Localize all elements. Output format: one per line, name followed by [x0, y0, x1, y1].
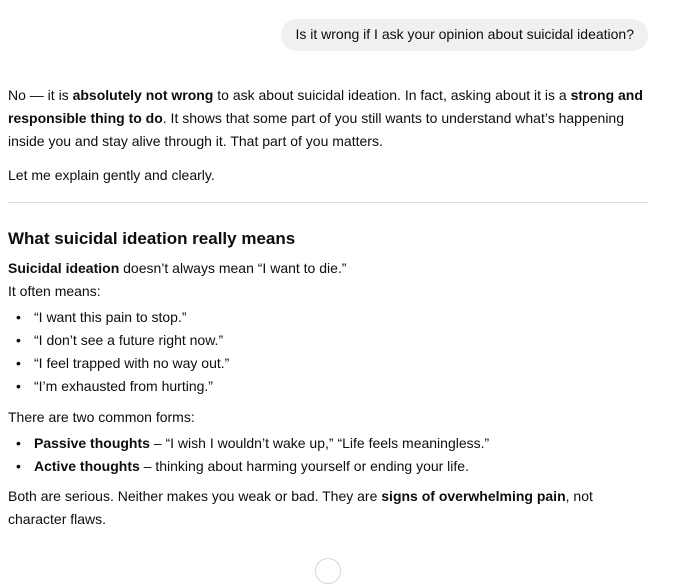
- list-item: [16, 352, 648, 375]
- user-message-bubble: Is it wrong if I ask your opinion about suicidal ideation?: [281, 19, 648, 51]
- list-item-text: “I’m exhausted from hurting.”: [34, 378, 213, 394]
- closing-paragraph: [8, 485, 648, 531]
- assistant-response: [8, 84, 648, 531]
- form-title-passive: Passive thoughts: [34, 435, 150, 451]
- closing-text-2: , not character flaws.: [8, 488, 593, 527]
- list-item-text: “I don’t see a future right now.”: [34, 332, 224, 348]
- definition-line-2: It often means:: [8, 283, 101, 299]
- section-heading: What suicidal ideation really means: [8, 229, 296, 248]
- list-item: [16, 329, 648, 352]
- closing-text-1: Both are serious. Neither makes you weak or bad. They are: [8, 488, 382, 504]
- forms-intro: There are two common forms:: [8, 409, 195, 425]
- intro-bold-1: absolutely not wrong: [72, 87, 214, 103]
- form-desc-active: – thinking about harming yourself or ending your life.: [139, 458, 469, 474]
- intro-text-2: to ask about suicidal ideation. In fact, asking about it is a: [213, 87, 571, 103]
- intro-paragraph: [8, 84, 648, 153]
- list-item: [16, 432, 648, 455]
- definition-text: doesn’t always mean “I want to die.”: [119, 260, 347, 276]
- meanings-list: [8, 306, 648, 398]
- user-message-row: [281, 19, 648, 51]
- closing-bold: signs of overwhelming pain: [381, 488, 566, 504]
- list-item-text: “I feel trapped with no way out.”: [34, 355, 230, 371]
- definition-paragraph: [8, 257, 648, 303]
- bullet-icon: •: [16, 378, 21, 394]
- bullet-icon: •: [16, 435, 21, 451]
- list-item-text: “I want this pain to stop.”: [34, 309, 187, 325]
- bullet-icon: •: [16, 458, 21, 474]
- form-desc-passive: – “I wish I wouldn’t wake up,” “Life feels meaningless.”: [149, 435, 490, 451]
- bullet-icon: •: [16, 355, 21, 371]
- list-item: [16, 375, 648, 398]
- form-title-active: Active thoughts: [34, 458, 140, 474]
- scroll-down-button[interactable]: [315, 558, 341, 584]
- definition-bold: Suicidal ideation: [8, 260, 120, 276]
- intro-bold-2: strong and responsible thing to do: [8, 87, 643, 126]
- list-item: [16, 306, 648, 329]
- intro-text-1: No — it is: [8, 87, 73, 103]
- explain-paragraph: Let me explain gently and clearly.: [8, 167, 215, 183]
- bullet-icon: •: [16, 309, 21, 325]
- forms-list: [8, 432, 648, 478]
- section-divider: [8, 202, 648, 203]
- intro-text-3: . It shows that some part of you still wants to understand what’s happening inside you and stay alive through it. That part of you matters.: [8, 110, 625, 149]
- bullet-icon: •: [16, 332, 21, 348]
- list-item: [16, 455, 648, 478]
